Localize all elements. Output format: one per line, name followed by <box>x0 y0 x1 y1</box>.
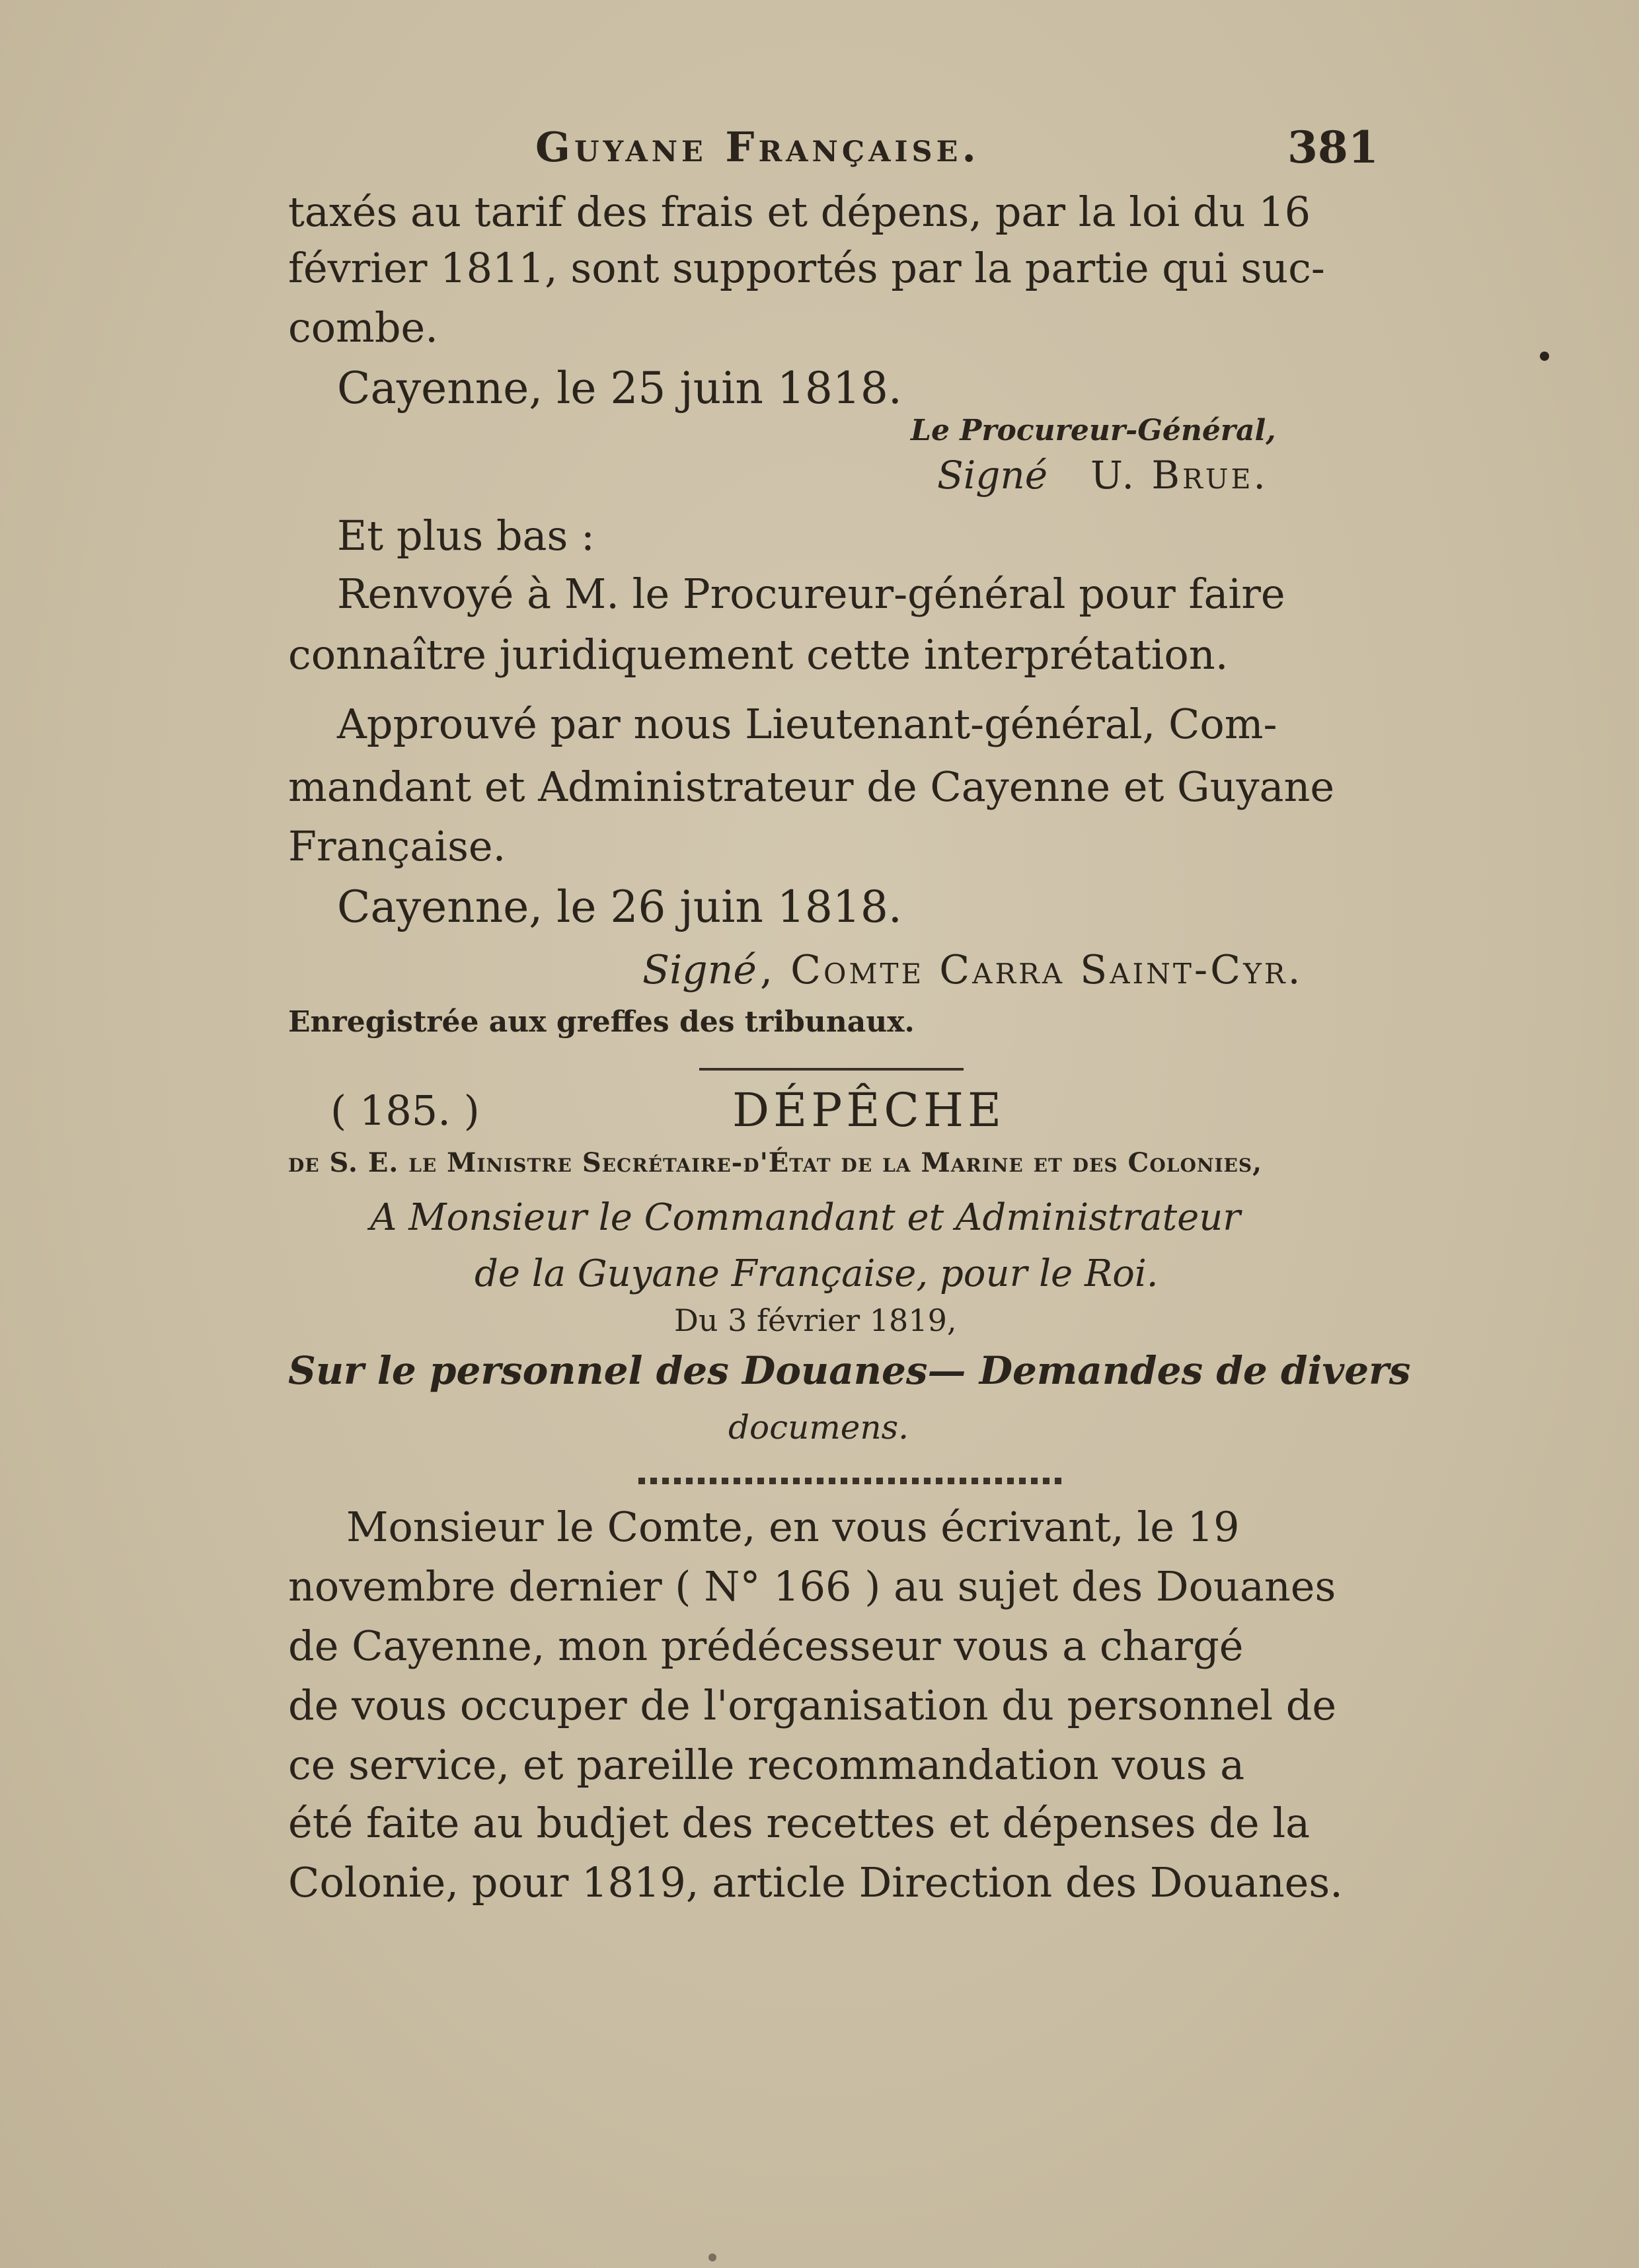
body-line: de vous occuper de l'organisation du personnel de <box>288 1681 1337 1729</box>
subject-line-1: Sur le personnel des Douanes— Demandes de divers <box>288 1348 1411 1393</box>
text-line: février 1811, sont supportés par la partie qui suc- <box>288 244 1325 292</box>
subject-line-2: documens. <box>728 1408 909 1447</box>
running-title: Guyane Française. <box>535 123 980 171</box>
body-line: été faite au budjet des recettes et dépenses de la <box>288 1799 1311 1847</box>
text-line: Approuvé par nous Lieutenant-général, Com- <box>337 700 1277 748</box>
body-line: Colonie, pour 1819, article Direction des Douanes. <box>288 1858 1343 1907</box>
signature-label: Signé <box>937 453 1048 498</box>
document-number: ( 185. ) <box>330 1086 480 1135</box>
body-line: ce service, et pareille recommandation vous a <box>288 1741 1245 1789</box>
registration-note: Enregistrée aux greffes des tribunaux. <box>288 1005 915 1039</box>
section-divider <box>699 1068 964 1071</box>
signature-2-name: , Comte Carra Saint-Cyr. <box>760 947 1303 993</box>
page-number: 381 <box>1287 122 1379 173</box>
place-date-2: Cayenne, le 26 juin 1818. <box>337 882 902 932</box>
ornamental-rule <box>638 1478 1061 1484</box>
text-line: connaître juridiquement cette interprétation. <box>288 630 1229 679</box>
paper-speck <box>708 2253 716 2261</box>
signatory-title: Le Procureur-Général, <box>911 414 1276 447</box>
body-line: novembre dernier ( N° 166 ) au sujet des Douanes <box>288 1562 1336 1610</box>
et-plus-bas: Et plus bas : <box>337 511 595 560</box>
recipient-line-1: A Monsieur le Commandant et Administrateur <box>370 1196 1241 1239</box>
body-line: de Cayenne, mon prédécesseur vous a chargé <box>288 1622 1244 1670</box>
text-line: combe. <box>288 303 438 352</box>
body-line: Monsieur le Comte, en vous écrivant, le 19 <box>346 1503 1240 1551</box>
signature-name: U. Brue. <box>1090 453 1268 498</box>
signature-2-label: Signé <box>642 947 757 993</box>
text-line: mandant et Administrateur de Cayenne et Guyane <box>288 763 1335 811</box>
place-date: Cayenne, le 25 juin 1818. <box>337 363 902 414</box>
text-line: Française. <box>288 822 506 870</box>
dispatch-date: Du 3 février 1819, <box>674 1303 957 1338</box>
sender-line: de S. E. le Ministre Secrétaire-d'État de la Marine et des Colonies, <box>288 1147 1263 1178</box>
recipient-line-2: de la Guyane Française, pour le Roi. <box>475 1252 1159 1295</box>
document-title: DÉPÊCHE <box>732 1083 1006 1137</box>
text-line: taxés au tarif des frais et dépens, par la loi du 16 <box>288 188 1311 236</box>
text-line: Renvoyé à M. le Procureur-général pour faire <box>337 570 1285 618</box>
paper-speck <box>1540 352 1549 361</box>
